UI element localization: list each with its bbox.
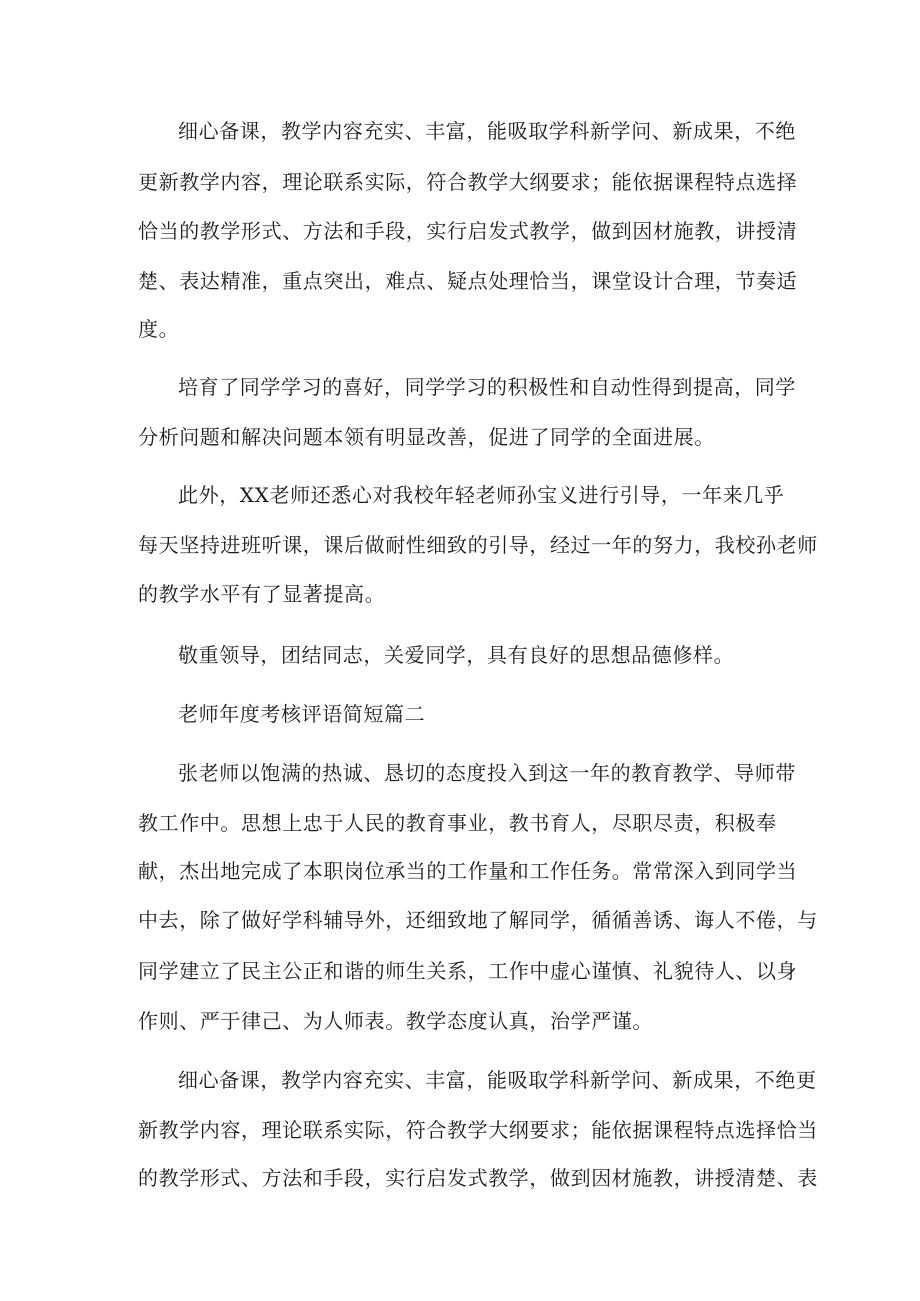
- paragraph-line: 细心备课，教学内容充实、丰富，能吸取学科新学问、新成果，不绝: [178, 119, 796, 143]
- paragraph-line: 张老师以饱满的热诚、恳切的态度投入到这一年的教育教学、导师带: [178, 761, 796, 785]
- paragraph-line: 恰当的教学形式、方法和手段，实行启发式教学，做到因材施教，讲授清: [138, 219, 798, 243]
- paragraph-line: 新教学内容，理论联系实际，符合教学大纲要求；能依据课程特点选择恰当: [138, 1118, 818, 1142]
- paragraph-line: 每天坚持进班听课，课后做耐性细致的引导，经过一年的努力，我校孙老师: [138, 533, 818, 557]
- paragraph-line: 培育了同学学习的喜好，同学学习的积极性和自动性得到提高，同学: [178, 375, 796, 399]
- paragraph-line: 楚、表达精准，重点突出，难点、疑点处理恰当，课堂设计合理，节奏适: [138, 269, 798, 293]
- paragraph-line: 此外，XX老师还悉心对我校年轻老师孙宝义进行引导，一年来几乎: [178, 483, 785, 507]
- paragraph-line: 同学建立了民主公正和谐的师生关系，工作中虚心谨慎、礼貌待人、以身: [138, 959, 798, 983]
- paragraph-line: 教工作中。思想上忠于人民的教育事业，教书育人，尽职尽责，积极奉: [138, 811, 777, 835]
- paragraph-line: 度。: [138, 317, 180, 341]
- paragraph-line: 分析问题和解决问题本领有明显改善，促进了同学的全面进展。: [138, 425, 715, 449]
- section-heading: 老师年度考核评语简短篇二: [178, 702, 426, 726]
- paragraph-line: 献，杰出地完成了本职岗位承当的工作量和工作任务。常常深入到同学当: [138, 859, 798, 883]
- paragraph-line: 中去，除了做好学科辅导外，还细致地了解同学，循循善诱、诲人不倦，与: [138, 908, 818, 932]
- paragraph-line: 更新教学内容，理论联系实际，符合教学大纲要求；能依据课程特点选择: [138, 170, 798, 194]
- paragraph-line: 的教学形式、方法和手段，实行启发式教学，做到因材施教，讲授清楚、表: [138, 1166, 818, 1190]
- paragraph-line: 的教学水平有了显著提高。: [138, 582, 386, 606]
- paragraph-line: 作则、严于律己、为人师表。教学态度认真，治学严谨。: [138, 1009, 653, 1033]
- paragraph-line: 敬重领导，团结同志，关爱同学，具有良好的思想品德修样。: [178, 643, 735, 667]
- paragraph-line: 细心备课，教学内容充实、丰富，能吸取学科新学问、新成果，不绝更: [178, 1068, 817, 1092]
